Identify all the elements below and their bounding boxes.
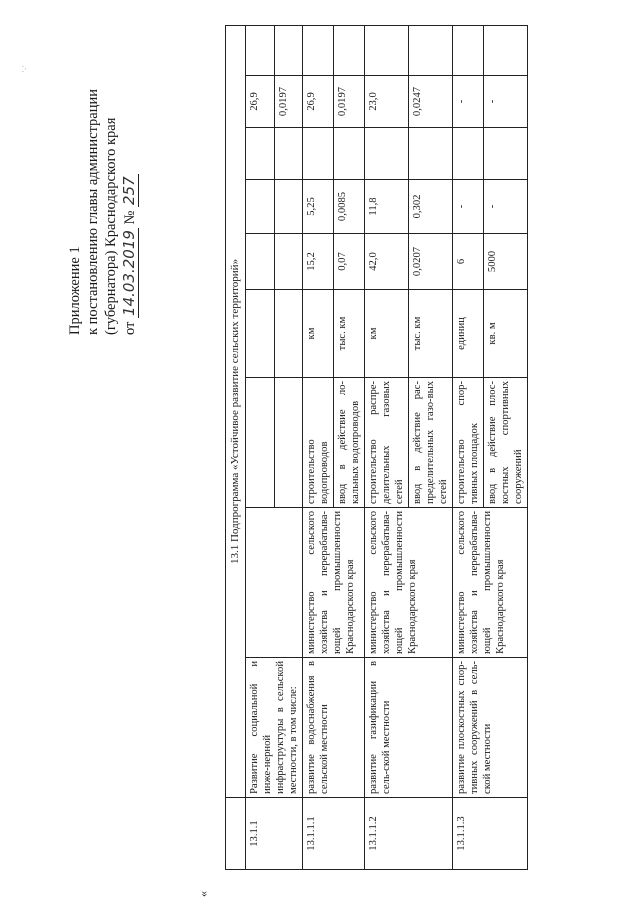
row-name: развитие плоскостных спор-тивных сооружений в сель-ской местности (453, 658, 528, 798)
row-value-3 (274, 128, 303, 180)
row-unit: км (365, 290, 409, 378)
row-unit: кв. м (484, 290, 528, 378)
row-value-5 (484, 25, 528, 75)
row-value-2: 0,0085 (334, 180, 365, 234)
row-value-5 (246, 25, 275, 75)
row-code: 13.1.1 (246, 798, 303, 870)
row-indicator (246, 378, 275, 508)
row-name: развитие водоснабжения в сельской местности (303, 658, 365, 798)
table-row (246, 25, 275, 869)
row-code: 13.1.1.3 (453, 798, 528, 870)
row-value-2: 11,8 (365, 180, 409, 234)
table-row (453, 25, 484, 869)
row-value-3 (409, 128, 453, 180)
row-value-2 (274, 180, 303, 234)
row-name: развитие газификации в сель-ской местности (365, 658, 453, 798)
row-value-2: 5,25 (303, 180, 334, 234)
row-value-5 (409, 25, 453, 75)
row-value-1 (274, 234, 303, 290)
row-value-4: 0,0197 (334, 76, 365, 128)
appendix-date-line (120, 15, 139, 335)
row-indicator: ввод в действие ло-кальных водопроводов (334, 378, 365, 508)
opening-quote-mark: « (196, 891, 210, 897)
section-title: 13.1 Подпрограмма «Устойчивое развитие сельских территорий» (226, 25, 246, 797)
row-executor (246, 508, 303, 658)
row-value-1: 0,07 (334, 234, 365, 290)
appendix-line-2: к постановлению главы администрации (85, 88, 101, 335)
row-unit: тыс. км (409, 290, 453, 378)
number-prefix: № (122, 210, 138, 225)
program-table (225, 25, 528, 870)
row-value-2: - (484, 180, 528, 234)
handwritten-number: 257 (120, 176, 138, 205)
row-value-2: 0,302 (409, 180, 453, 234)
row-value-4: - (453, 76, 484, 128)
row-unit: единиц (453, 290, 484, 378)
appendix-header (66, 15, 139, 335)
header-blank-cell (226, 798, 246, 870)
row-value-4: 26,9 (303, 76, 334, 128)
row-value-5 (365, 25, 409, 75)
row-value-4: 23,0 (365, 76, 409, 128)
row-value-1: 15,2 (303, 234, 334, 290)
row-value-2: - (453, 180, 484, 234)
row-value-2 (246, 180, 275, 234)
row-executor: министерство сельского хозяйства и перерабатыва-ющей промышленности Краснодарского края (365, 508, 453, 658)
row-executor: министерство сельского хозяйства и перерабатыва-ющей промышленности Краснодарского края (453, 508, 528, 658)
row-value-3 (303, 128, 334, 180)
scan-speck: ·.· (18, 64, 28, 73)
row-indicator: строительство распре-делительных газовых сетей (365, 378, 409, 508)
row-value-3 (484, 128, 528, 180)
row-value-4: 0,0247 (409, 76, 453, 128)
row-indicator: строительство спор-тивных площадок (453, 378, 484, 508)
row-unit: тыс. км (334, 290, 365, 378)
row-value-1: 42,0 (365, 234, 409, 290)
date-prefix: от (122, 321, 138, 335)
row-value-5 (303, 25, 334, 75)
row-unit: км (303, 290, 334, 378)
row-value-3 (365, 128, 409, 180)
row-code: 13.1.1.2 (365, 798, 453, 870)
row-value-1: 0,0207 (409, 234, 453, 290)
row-value-3 (334, 128, 365, 180)
row-name: Развитие социальной и инже-нерной инфраструктуры в сельской местности, в том числе: (246, 658, 303, 798)
row-indicator (274, 378, 303, 508)
row-value-1: 5000 (484, 234, 528, 290)
row-unit (274, 290, 303, 378)
row-unit (246, 290, 275, 378)
row-indicator: ввод в действие рас-пределительных газо-вых сетей (409, 378, 453, 508)
row-value-5 (453, 25, 484, 75)
row-executor: министерство сельского хозяйства и перерабатыва-ющей промышленности Краснодарского края (303, 508, 365, 658)
handwritten-date: 14.03.2019 (120, 230, 138, 316)
appendix-title: Приложение 1 (67, 246, 83, 335)
appendix-line-3: (губернатора) Краснодарского края (103, 117, 119, 335)
row-value-1: 6 (453, 234, 484, 290)
row-value-3 (453, 128, 484, 180)
row-indicator: ввод в действие плос-костных спортивных сооружений (484, 378, 528, 508)
row-value-4: 26,9 (246, 76, 275, 128)
table-row (365, 25, 409, 869)
row-value-4: - (484, 76, 528, 128)
row-value-5 (274, 25, 303, 75)
row-value-5 (334, 25, 365, 75)
row-indicator: строительство водопроводов (303, 378, 334, 508)
row-value-3 (246, 128, 275, 180)
table-row (303, 25, 334, 869)
row-code: 13.1.1.1 (303, 798, 365, 870)
row-value-1 (246, 234, 275, 290)
row-value-4: 0,0197 (274, 76, 303, 128)
